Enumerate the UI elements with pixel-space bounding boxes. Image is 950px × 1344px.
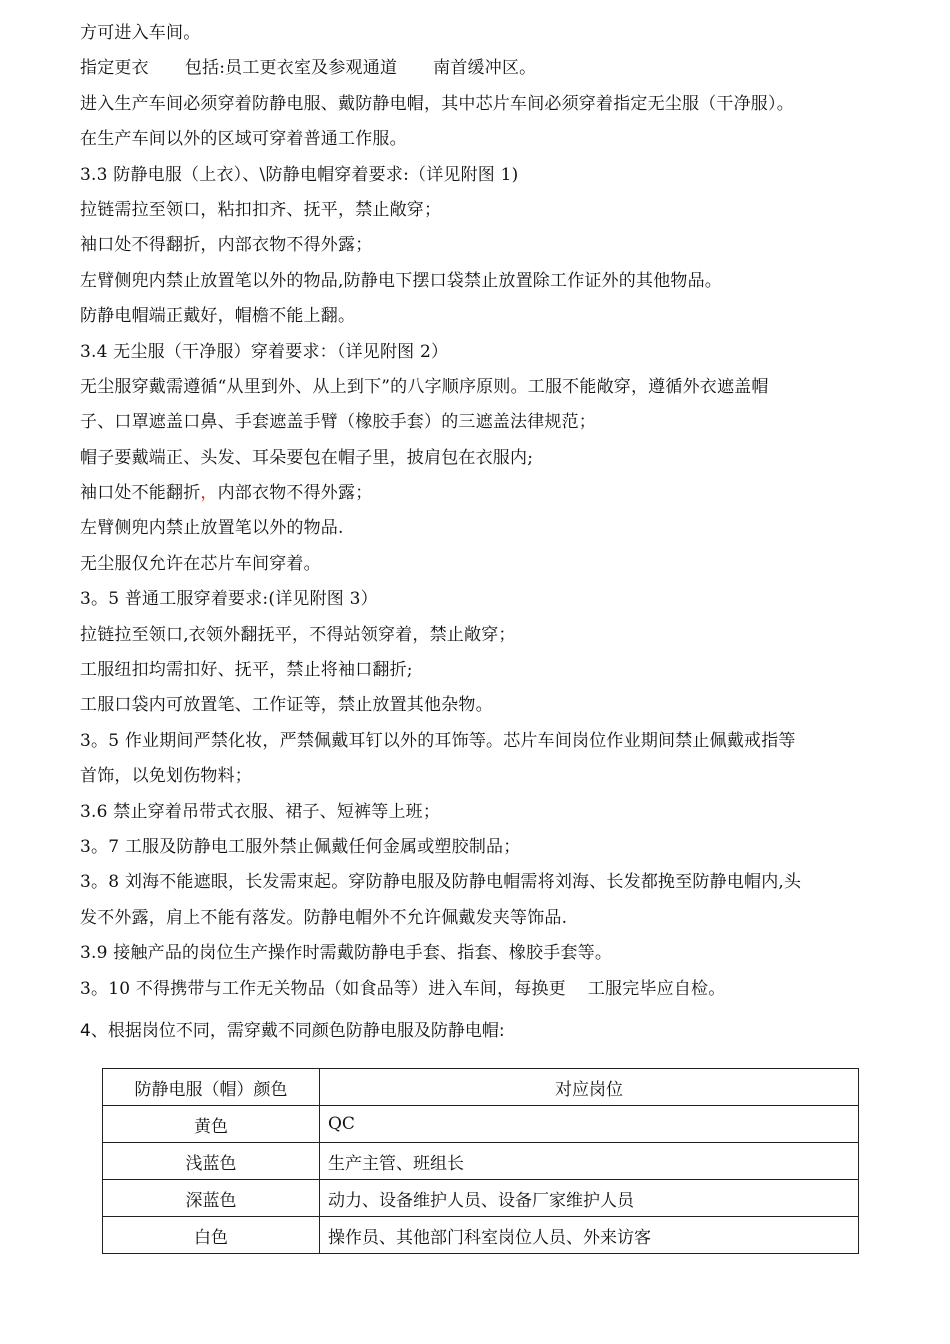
text-line: 3。8 刘海不能遮眼，长发需束起。穿防静电服及防静电帽需将刘海、长发都挽至防静电帽内,头 [80,872,802,893]
text-line: 进入生产车间必须穿着防静电服、戴防静电帽，其中芯片车间必须穿着指定无尘服（干净服）。 [80,93,794,114]
column-header-post: 对应岗位 [320,1069,859,1106]
text-line: 发不外露，肩上不能有落发。防静电帽外不允许佩戴发夹等饰品. [80,907,568,928]
text-line: 左臂侧兜内禁止放置笔以外的物品,防静电下摆口袋禁止放置除工作证外的其他物品。 [80,270,723,291]
section-3-3-title: 3.3 防静电服（上衣）、\防静电帽穿着要求:（详见附图 1) [80,164,519,185]
text-line: 无尘服穿戴需遵循“从里到外、从上到下”的八字顺序原则。工服不能敞穿，遵循外衣遮盖帽 [80,376,769,397]
text-fragment: 指定更衣 [80,58,149,79]
table-header-row [103,1069,859,1106]
table-cell-color: 白色 [103,1217,320,1254]
table-cell-color: 黄色 [103,1106,320,1143]
text-line: 子、口罩遮盖口鼻、手套遮盖手臂（橡胶手套）的三遮盖法律规范； [80,412,596,433]
text-line: 3.6 禁止穿着吊带式衣服、裙子、短裤等上班； [80,801,441,822]
table-row [103,1106,859,1143]
body-text [80,16,880,1007]
table-cell-color: 深蓝色 [103,1180,320,1217]
text-line: 3。5 作业期间严禁化妆，严禁佩戴耳钉以外的耳饰等。芯片车间岗位作业期间禁止佩戴戒指等 [80,730,796,751]
text-fragment: 3。10 不得携带与工作无关物品（如食品等）进入车间，每换更 [80,978,566,999]
section-4-heading: 4、根据岗位不同，需穿戴不同颜色防静电服及防静电帽: [80,1021,505,1041]
text-fragment: 包括:员工更衣室及参观通道 [184,58,398,79]
red-comma-mark: ， [200,483,218,504]
table-cell-post: 动力、设备维护人员、设备厂家维护人员 [320,1180,859,1217]
text-fragment: 工服完毕应自检。 [587,978,726,999]
text-fragment: 南首缓冲区。 [433,58,537,79]
text-line: 无尘服仅允许在芯片车间穿着。 [80,553,321,574]
text-line: 3.9 接触产品的岗位生产操作时需戴防静电手套、指套、橡胶手套等。 [80,943,613,964]
text-line: 防静电帽端正戴好，帽檐不能上翻。 [80,306,356,327]
section-3-5-title: 3。5 普通工服穿着要求:(详见附图 3） [80,589,378,610]
text-line: 3。7 工服及防静电工服外禁止佩戴任何金属或塑胶制品； [80,836,521,857]
color-post-table [102,1068,859,1254]
text-line: 在生产车间以外的区域可穿着普通工作服。 [80,129,407,150]
table-row [103,1180,859,1217]
text-line: 左臂侧兜内禁止放置笔以外的物品. [80,518,344,539]
text-line: 拉链需拉至领口，粘扣扣齐、抚平，禁止敞穿； [80,199,442,220]
table-row [103,1217,859,1254]
text-fragment: 袖口处不能翻折 [80,483,201,504]
text-line-cuffs [80,476,880,511]
text-line-changing-rooms [80,51,880,86]
table-cell-post: QC [320,1106,859,1143]
column-header-color: 防静电服（帽）颜色 [103,1069,320,1106]
text-line: 工服口袋内可放置笔、工作证等，禁止放置其他杂物。 [80,695,493,716]
table-cell-post: 生产主管、班组长 [320,1143,859,1180]
text-line: 袖口处不得翻折，内部衣物不得外露； [80,235,373,256]
text-line: 帽子要戴端正、头发、耳朵要包在帽子里，披肩包在衣服内; [80,447,534,468]
section-3-4-title: 3.4 无尘服（干净服）穿着要求：（详见附图 2） [80,341,449,362]
text-fragment: 内部衣物不得外露； [217,483,373,504]
text-line: 拉链拉至领口,衣领外翻抚平，不得站领穿着，禁止敞穿； [80,624,516,645]
text-line-self-check [80,972,880,1007]
text-line: 工服纽扣均需扣好、抚平，禁止将袖口翻折; [80,660,413,681]
text-line: 首饰，以免划伤物料； [80,766,252,787]
table-cell-post: 操作员、其他部门科室岗位人员、外来访客 [320,1217,859,1254]
table-cell-color: 浅蓝色 [103,1143,320,1180]
table-row [103,1143,859,1180]
text-line: 方可进入车间。 [80,23,201,43]
